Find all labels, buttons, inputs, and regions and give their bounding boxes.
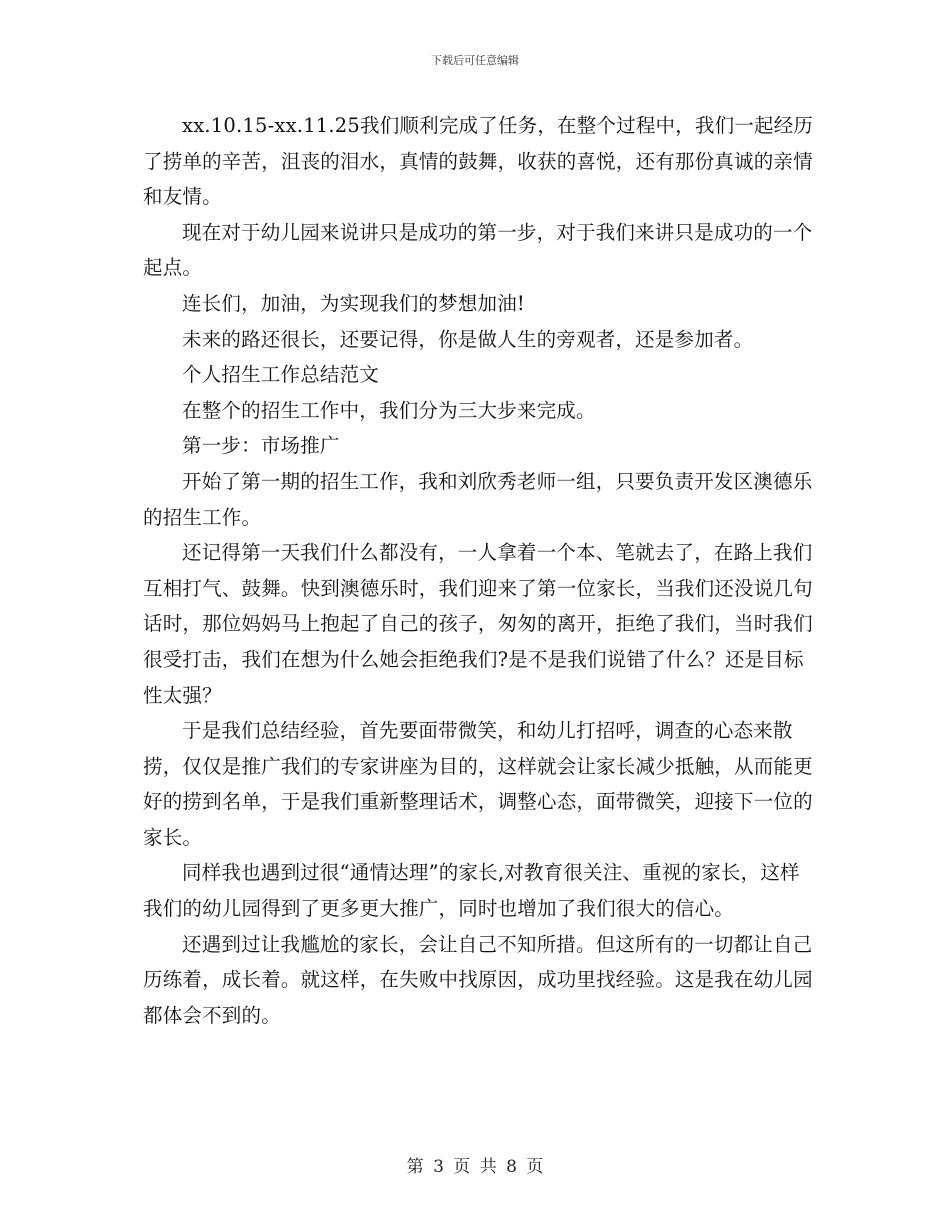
document-body <box>143 108 815 1033</box>
step-heading: 第一步：市场推广 <box>182 434 340 458</box>
page-number: 第 3 页 共 8 页 <box>406 1157 544 1177</box>
paragraph-2: 现在对于幼儿园来说讲只是成功的第一步，对于我们来讲只是成功的一个起点。 <box>143 220 813 280</box>
paragraph-3: 连长们，加油，为实现我们的梦想加油! <box>182 291 525 315</box>
paragraph-9: 还记得第一天我们什么都没有，一人拿着一个本、笔就去了，在路上我们互相打气、鼓舞。快到澳德乐时，我们迎来了第一位家长，当我们还没说几句话时，那位妈妈马上抱起了自己的孩子，匆匆的离开，拒绝了我们，当时我们很受打击，我们在想为什么她会拒绝我们?是不是我们说错了什么？还是目标性太强？ <box>143 541 813 707</box>
paragraph-12: 还遇到过让我尴尬的家长，会让自己不知所措。但这所有的一切都让自己历练着，成长着。就这样，在失败中找原因，成功里找经验。这是我在幼儿园都体会不到的。 <box>143 932 813 1027</box>
section-title: 个人招生工作总结范文 <box>182 363 380 387</box>
paragraph-6: 在整个的招生工作中，我们分为三大步来完成。 <box>182 398 596 422</box>
paragraph-11: 同样我也遇到过很“通情达理”的家长,对教育很关注、重视的家长，这样我们的幼儿园得到了更多更大推广，同时也增加了我们很大的信心。 <box>143 861 800 921</box>
paragraph-10: 于是我们总结经验，首先要面带微笑，和幼儿打招呼，调查的心态来散捞，仅仅是推广我们的专家讲座为目的，这样就会让家长减少抵触，从而能更好的捞到名单，于是我们重新整理话术，调整心态，面带微笑，迎接下一位的家长。 <box>143 719 813 849</box>
paragraph-1: xx.10.15-xx.11.25我们顺利完成了任务，在整个过程中，我们一起经历了捞单的辛苦，沮丧的泪水，真情的鼓舞，收获的喜悦，还有那份真诚的亲情和友情。 <box>143 114 814 209</box>
paragraph-4: 未来的路还很长，还要记得，你是做人生的旁观者，还是参加者。 <box>182 327 754 351</box>
paragraph-8: 开始了第一期的招生工作，我和刘欣秀老师一组，只要负责开发区澳德乐的招生工作。 <box>143 469 813 529</box>
page-header: 下载后可任意编辑 <box>431 54 519 67</box>
